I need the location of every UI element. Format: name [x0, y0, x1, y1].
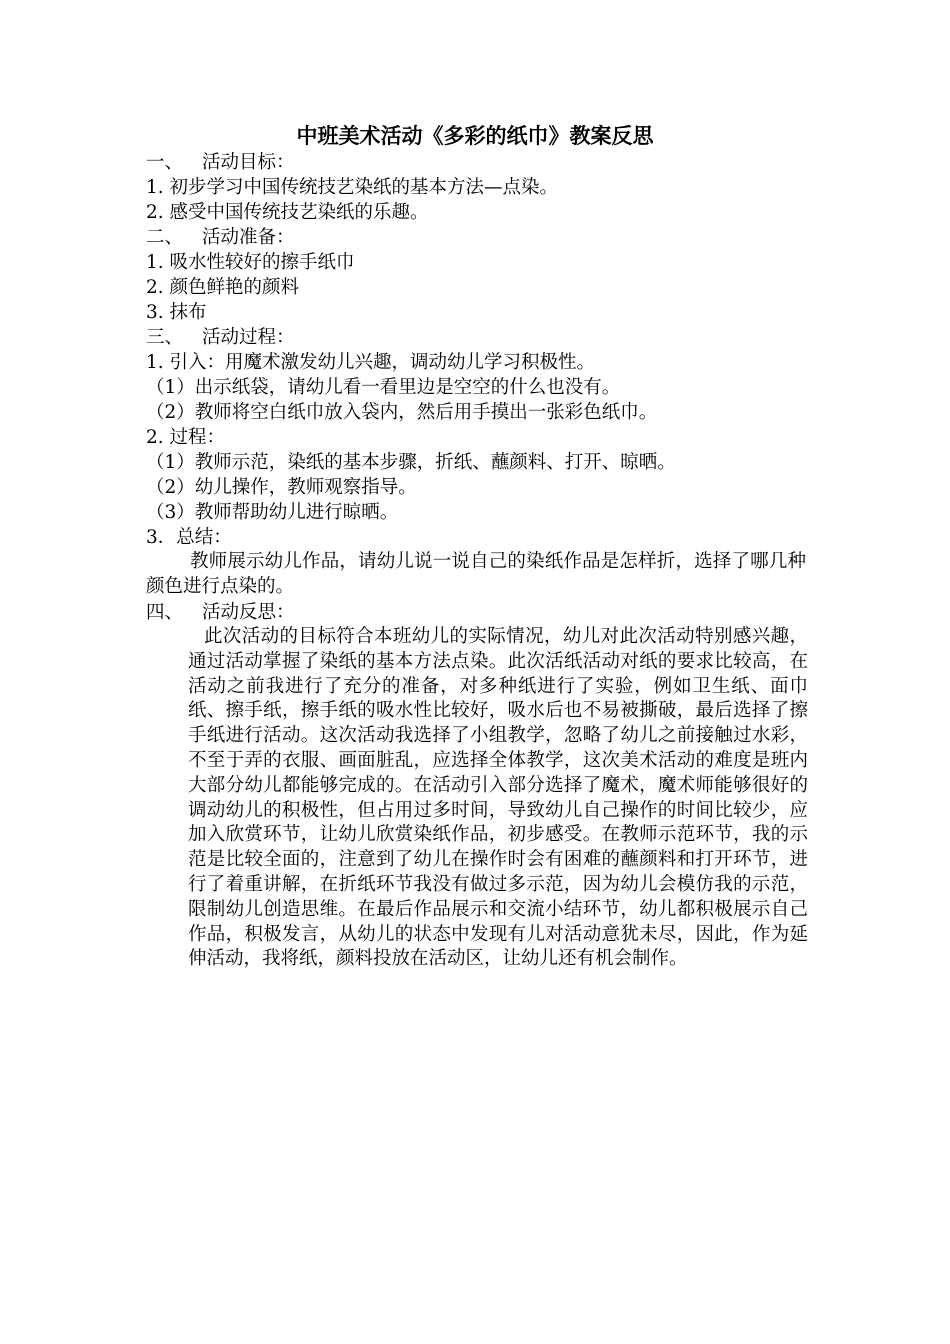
section-number: 三、: [146, 327, 184, 348]
section-number: 一、: [146, 152, 184, 173]
process-item: （2）教师将空白纸巾放入袋内，然后用手摸出一张彩色纸巾。: [146, 402, 658, 423]
section-title: 活动目标：: [202, 152, 295, 173]
prep-item: 1. 吸水性较好的擦手纸巾: [146, 252, 355, 273]
section-heading-process: [146, 325, 295, 350]
summary-paragraph: 教师展示幼儿作品，请幼儿说一说自己的染纸作品是怎样折，选择了哪几种颜色进行点染的。: [146, 551, 806, 597]
section-title: 活动准备：: [202, 227, 295, 248]
process-item: 3．总结：: [146, 527, 232, 548]
process-item: （1）出示纸袋，请幼儿看一看里边是空空的什么也没有。: [146, 377, 621, 398]
section-title: 活动过程：: [202, 327, 295, 348]
process-item: （1）教师示范，染纸的基本步骤，折纸、蘸颜料、打开、晾晒。: [146, 452, 676, 473]
section-heading-goals: [146, 150, 295, 175]
section-title: 活动反思：: [202, 602, 295, 623]
section-heading-reflection: [146, 600, 295, 625]
section-heading-prep: [146, 225, 295, 250]
process-item: 2. 过程：: [146, 427, 226, 448]
document-title: 中班美术活动《多彩的纸巾》教案反思: [296, 123, 654, 148]
prep-item: 2. 颜色鲜艳的颜料: [146, 277, 300, 298]
reflection-paragraph: 此次活动的目标符合本班幼儿的实际情况，幼儿对此次活动特别感兴趣，通过活动掌握了染纸的基本方法点染。此次活纸活动对纸的要求比较高，在活动之前我进行了充分的准备，对多种纸进行了实验，例如卫生纸、面巾纸、擦手纸，擦手纸的吸水性比较好，吸水后也不易被撕破，最后选择了擦手纸进行活动。这次活动我选择了小组教学，忽略了幼儿之前接触过水彩，不至于弄的衣服、画面脏乱，应选择全体教学，这次美术活动的难度是班内大部分幼儿都能够完成的。在活动引入部分选择了魔术，魔术师能够很好的调动幼儿的积极性，但占用过多时间，导致幼儿自己操作的时间比较少，应加入欣赏环节，让幼儿欣赏染纸作品，初步感受。在教师示范环节，我的示范是比较全面的，注意到了幼儿在操作时会有困难的蘸颜料和打开环节，进行了着重讲解，在折纸环节我没有做过多示范，因为幼儿会模仿我的示范，限制幼儿创造思维。在最后作品展示和交流小结环节，幼儿都积极展示自己作品，积极发言，从幼儿的状态中发现有儿对活动意犹未尽，因此，作为延伸活动，我将纸，颜料投放在活动区，让幼儿还有机会制作。: [188, 626, 808, 970]
process-item: （2）幼儿操作，教师观察指导。: [146, 477, 417, 498]
process-item: （3）教师帮助幼儿进行晾晒。: [146, 502, 399, 523]
prep-item: 3. 抹布: [146, 302, 207, 323]
section-number: 四、: [146, 602, 184, 623]
goal-item: 2. 感受中国传统技艺染纸的乐趣。: [146, 202, 429, 223]
process-item: 1. 引入：用魔术激发幼儿兴趣，调动幼儿学习积极性。: [146, 352, 596, 373]
section-number: 二、: [146, 227, 184, 248]
goal-item: 1. 初步学习中国传统技艺染纸的基本方法—点染。: [146, 177, 559, 198]
